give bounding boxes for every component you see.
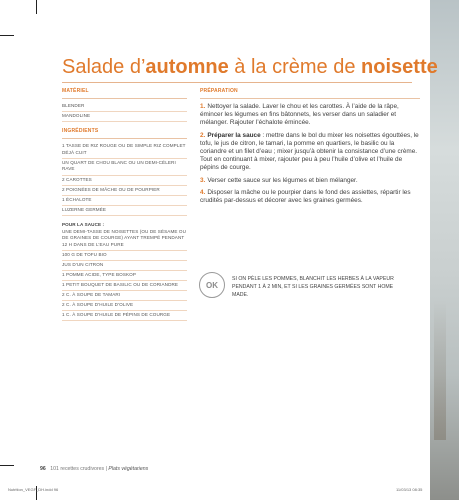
step-text: Verser cette sauce sur les légumes et bien mélanger.: [207, 176, 358, 184]
book-title: 101 recettes crudivores: [50, 466, 105, 472]
title-part-2: automne: [145, 56, 229, 78]
ingredient-item: 1 TASSE DE RIZ ROUGE OU DE SIMPLE RIZ COMPLET DÉJÀ CUIT: [62, 143, 187, 160]
print-slug-left: Nutrition_VEGF_DH.indd 96: [8, 487, 59, 492]
sauce-item: 100 G DE TOFU BIO: [62, 252, 187, 262]
ok-badge-icon: [199, 272, 225, 298]
step: [200, 177, 420, 185]
ingredient-item: 2 POIGNÉES DE MÂCHE OU DE POURPIER: [62, 187, 187, 197]
recipe-title: [62, 56, 438, 79]
ingredient-item: 1 ÉCHALOTE: [62, 197, 187, 207]
ingredient-item: LUZERNE GERMÉE: [62, 207, 187, 217]
page-footer: [40, 466, 148, 472]
preparation-column: [200, 88, 420, 209]
tip-box: [199, 272, 404, 310]
sauce-item: 2 C. À SOUPE DE TAMARI: [62, 292, 187, 302]
ingredients-column: [62, 88, 187, 322]
preparation-rule: [200, 98, 420, 99]
title-part-1: Salade d’: [62, 56, 146, 78]
materiel-item: BLENDER: [62, 103, 187, 113]
sauce-heading: POUR LA SAUCE :: [62, 221, 105, 227]
crop-mark-top-left: [36, 0, 37, 14]
step-text: Disposer la mâche ou le pourpier dans le fond des assiettes, répartir les crudités par-dessus et décorer avec les graines germées.: [200, 188, 411, 205]
sauce-item: JUS D’UN CITRON: [62, 262, 187, 272]
materiel-heading: MATÉRIEL: [62, 88, 89, 94]
footer-separator: |: [105, 466, 109, 472]
sauce-item: 2 C. À SOUPE D’HUILE D’OLIVE: [62, 302, 187, 312]
step-text: : mettre dans le bol du mixer les noisettes égouttées, le tofu, le jus de citron, le tamari, la pomme en quartiers, le basilic ou la coriandre et un filet d’eau ; mixer jusqu’à obtenir la consistance d’une crème. Tout en continuant à mixer, rajouter peu à peu l’huile d’olive et l’huile de pépins de courge.: [200, 131, 419, 172]
ingredients-heading: INGRÉDIENTS: [62, 128, 99, 135]
step-number: 1.: [200, 103, 206, 110]
tip-text: SI ON PÈLE LES POMMES, BLANCHIT LES HERBES À LA VAPEUR PENDANT 1 À 2 MIN, ET SI LES GRAINES GERMÉES SONT HOME MADE.: [232, 276, 394, 298]
step: [200, 103, 420, 128]
step: [200, 189, 420, 205]
ingredient-item: 2 CAROTTES: [62, 177, 187, 187]
crop-mark-top-left-h: [0, 35, 14, 36]
print-slug-right: 11/03/13 08:35: [396, 487, 423, 492]
materiel-rule: [62, 98, 187, 99]
sauce-item: 1 POMME ACIDE, TYPE BOSKOP: [62, 272, 187, 282]
step-title: Préparer la sauce: [207, 131, 261, 139]
step-number: 3.: [200, 176, 206, 184]
section-name: Plats végétariens: [108, 466, 149, 472]
step-text: Nettoyer la salade. Laver le chou et les carottes. À l’aide de la râpe, émincer les légumes en fins bâtonnets, les verser dans un saladier et mélanger. Rajouter l’échalote émincée.: [200, 103, 399, 127]
title-part-4: noisette: [361, 56, 438, 78]
materiel-item: MANDOLINE: [62, 113, 187, 123]
sauce-item: 1 PETIT BOUQUET DE BASILIC OU DE CORIANDRE: [62, 282, 187, 292]
crop-mark-bottom-left-h: [0, 465, 14, 466]
preparation-heading: PRÉPARATION: [200, 88, 238, 94]
badge-label: OK: [206, 280, 218, 290]
ingredients-rule: [62, 138, 187, 139]
title-part-3: à la crème de: [228, 56, 362, 78]
sauce-item: UNE DEMI-TASSE DE NOISETTES (OU DE SÉSAME OU DE GRAINES DE COURGE) AYANT TREMPÉ PENDANT 12 H DANS DE L’EAU PURE: [62, 229, 187, 252]
preparation-steps: [200, 103, 420, 205]
title-rule: [62, 82, 412, 83]
ingredient-item: UN QUART DE CHOU BLANC OU UN DEMI-CÉLERI RAVE: [62, 160, 187, 177]
page-number: 96: [40, 466, 46, 472]
sauce-item: 1 C. À SOUPE D’HUILE DE PÉPINS DE COURGE: [62, 312, 187, 322]
step-number: 4.: [200, 188, 206, 196]
step: [200, 132, 420, 173]
step-number: 2.: [200, 131, 206, 139]
